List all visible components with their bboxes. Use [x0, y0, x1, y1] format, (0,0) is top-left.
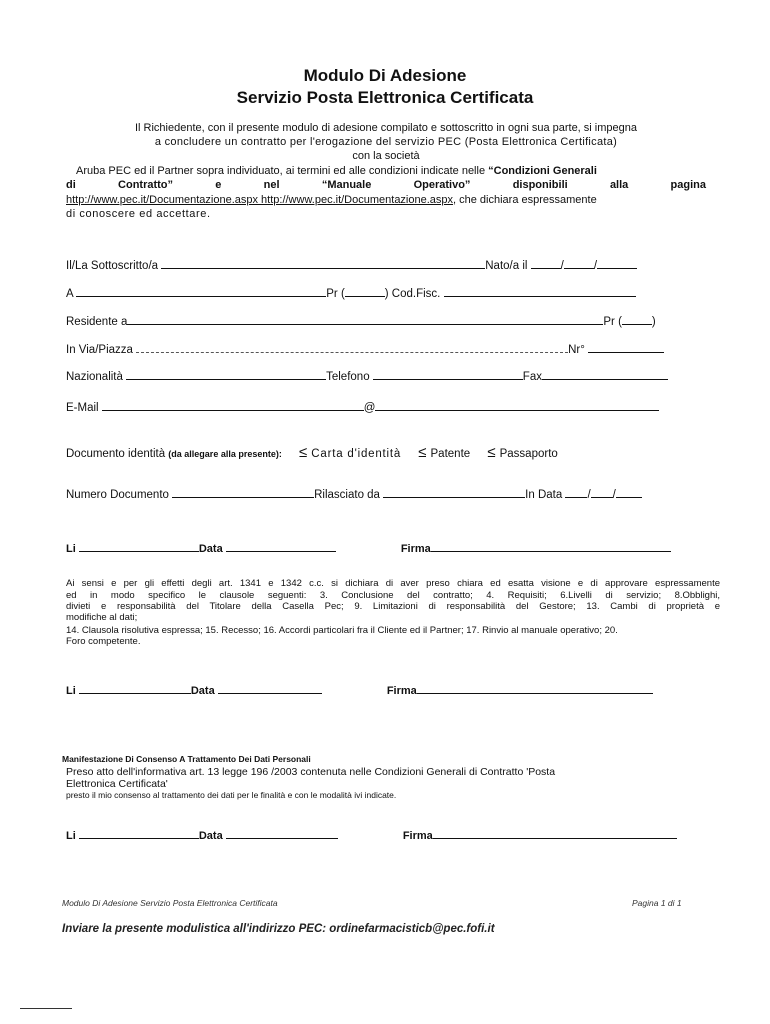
firma-field-3[interactable] — [433, 828, 677, 839]
nazionalita-field[interactable] — [126, 369, 326, 380]
checkbox-carta-identita-icon[interactable]: ≤ — [299, 444, 308, 461]
via-field[interactable] — [136, 342, 568, 353]
row-numero-documento: Numero Documento Rilasciato da In Data / / — [66, 487, 672, 501]
intro-line-5: di Contratto” e nel “Manuale Operativo” disponibili alla pagina — [66, 179, 706, 191]
option-carta-identita: Carta d'identità — [311, 448, 402, 460]
privacy-line-2: Elettronica Certificata' — [66, 778, 168, 790]
luogo-nascita-field[interactable] — [76, 286, 326, 297]
data-field-1[interactable] — [226, 541, 336, 552]
document-title: Modulo Di Adesione — [303, 66, 467, 85]
clauses-line-6: Foro competente. — [66, 636, 141, 647]
privacy-line-1: Preso atto dell'informativa art. 13 legge 196 /2003 contenuta nelle Condizioni Generali di Contratto 'Posta — [66, 766, 556, 778]
footer-rule — [20, 1008, 72, 1009]
email-user-field[interactable] — [102, 400, 364, 411]
nazionalita-label: Nazionalità — [66, 371, 123, 383]
data-field-2[interactable] — [218, 683, 322, 694]
data-label-1: Data — [198, 543, 223, 555]
send-instruction: Inviare la presente modulistica all'indirizzo PEC: ordinefarmacisticb@pec.fofi.it — [62, 923, 495, 935]
pr2-field[interactable] — [622, 314, 652, 325]
indata-label: In Data — [525, 489, 563, 501]
firma-label-2: Firma — [386, 685, 417, 697]
rilasciato-field[interactable] — [383, 487, 525, 498]
data-label-3: Data — [198, 830, 223, 842]
nato-label: Nato/a il — [485, 260, 528, 272]
email-domain-field[interactable] — [375, 400, 659, 411]
pec-documentation-link[interactable]: http://www.pec.it/Documentazione.aspx http://www.pec.it/Documentazione.aspx — [66, 194, 454, 206]
row-documento — [66, 444, 672, 461]
fax-field[interactable] — [542, 369, 668, 380]
intro-line-4-text: Aruba PEC ed il Partner sopra individuato, ai termini ed alle condizioni indicate nelle — [76, 165, 489, 177]
telefono-label: Telefono — [326, 371, 370, 383]
privacy-title: Manifestazione Di Consenso A Trattamento Dei Dati Personali — [62, 754, 311, 764]
privacy-line-3: presto il mio consenso al trattamento dei dati per le finalità e con le modalità ivi indicate. — [66, 790, 397, 800]
firma-label-3: Firma — [402, 830, 433, 842]
nato-year-field[interactable] — [597, 258, 637, 269]
li-field-1[interactable] — [79, 541, 199, 552]
row-via — [66, 342, 672, 356]
intro-line-6-text: , che dichiara espressamente — [453, 194, 597, 206]
codfisc-field[interactable] — [444, 286, 636, 297]
documento-note: (da allegare alla presente): — [168, 449, 282, 459]
sottoscritto-field[interactable] — [161, 258, 485, 269]
clauses-line-1: Ai sensi e per gli effetti degli art. 1341 e 1342 c.c. si dichiara di aver preso chiara ed esatta visione e di approvare espressamente — [66, 578, 720, 589]
residente-label: Residente a — [66, 316, 128, 328]
rilasciato-label: Rilasciato da — [314, 489, 380, 501]
li-label-3: Li — [66, 830, 76, 842]
pr-field[interactable] — [345, 286, 385, 297]
nato-day-field[interactable] — [531, 258, 561, 269]
row-sottoscritto: Il/La Sottoscritto/a Nato/a il / / — [66, 258, 672, 272]
pr-label: Pr ( — [326, 288, 345, 300]
data-field-3[interactable] — [226, 828, 338, 839]
indata-year-field[interactable] — [616, 487, 642, 498]
a-label: A — [66, 288, 74, 300]
li-label-1: Li — [66, 543, 76, 555]
row-residente: Residente a Pr ( ) — [66, 316, 656, 328]
email-label: E-Mail — [66, 402, 99, 414]
li-field-2[interactable] — [79, 683, 191, 694]
li-field-3[interactable] — [79, 828, 199, 839]
option-patente: Patente — [430, 448, 471, 460]
nr-label: Nr° — [568, 344, 585, 356]
sottoscritto-label: Il/La Sottoscritto/a — [66, 260, 159, 272]
checkbox-patente-icon[interactable]: ≤ — [418, 444, 427, 461]
firma-label-1: Firma — [400, 543, 431, 555]
at-label: @ — [363, 402, 376, 414]
option-passaporto: Passaporto — [499, 448, 558, 460]
residente-field[interactable] — [127, 314, 603, 325]
intro-line-7: di conoscere ed accettare. — [66, 208, 211, 220]
clauses-line-4: modifiche al dati; — [66, 612, 138, 623]
firma-field-2[interactable] — [417, 683, 653, 694]
intro-line-2: a concludere un contratto per l'erogazione del servizio PEC (Posta Elettronica Certificata) — [154, 136, 618, 148]
clauses-line-2: ed in modo specifico le clausole seguenti: 3. Conclusione del contratto; 4. Requisiti; 6.Livelli di servizio; 8.Obblighi, — [66, 590, 720, 601]
intro-line-3: con la società — [352, 150, 420, 162]
intro-line-1: Il Richiedente, con il presente modulo di adesione compilato e sottoscritto in ogni sua parte, si impegna — [134, 122, 637, 134]
checkbox-passaporto-icon[interactable]: ≤ — [487, 444, 496, 461]
data-label-2: Data — [190, 685, 215, 697]
row-email — [66, 400, 672, 414]
numero-field[interactable] — [172, 487, 314, 498]
row-firma-1 — [66, 541, 672, 555]
fax-label: Fax — [522, 371, 542, 383]
indata-day-field[interactable] — [565, 487, 587, 498]
clauses-line-5: 14. Clausola risolutiva espressa; 15. Recesso; 16. Accordi particolari fra il Cliente ed il Partner; 17. Rinvio al manuale operativo; 20. — [66, 625, 618, 636]
documento-label: Documento identità — [66, 448, 166, 460]
footer-document-name: Modulo Di Adesione Servizio Posta Elettronica Certificata — [62, 898, 278, 908]
footer-page-number: Pagina 1 di 1 — [632, 898, 682, 908]
firma-field-1[interactable] — [431, 541, 671, 552]
document-subtitle: Servizio Posta Elettronica Certificata — [236, 88, 534, 107]
pr2-label: Pr — [603, 316, 615, 328]
numero-label: Numero Documento — [66, 489, 169, 501]
codfisc-label: ) Cod.Fisc. — [384, 288, 441, 300]
intro-line-4-bold: “Condizioni Generali — [488, 165, 597, 177]
row-firma-2 — [66, 683, 672, 697]
clauses-line-3: divieti e responsabilità del Titolare della Casella Pec; 9. Limitazioni di responsabilità del Gestore; 13. Cambi di proprietà e — [66, 601, 720, 612]
li-label-2: Li — [66, 685, 76, 697]
row-firma-3 — [66, 828, 672, 842]
intro-line-6 — [66, 194, 711, 208]
telefono-field[interactable] — [373, 369, 523, 380]
intro-line-4 — [76, 165, 706, 179]
indata-month-field[interactable] — [591, 487, 613, 498]
nato-month-field[interactable] — [564, 258, 594, 269]
nr-field[interactable] — [588, 342, 664, 353]
via-label: In Via/Piazza — [66, 344, 133, 356]
row-nazionalita — [66, 369, 672, 383]
row-luogo-nascita — [66, 286, 672, 300]
